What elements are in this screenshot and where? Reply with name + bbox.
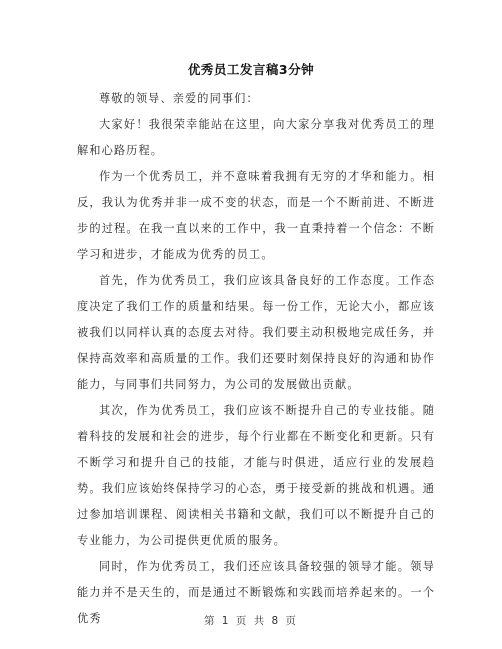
document-title: 优秀员工发言稿3分钟 <box>187 62 315 77</box>
paragraph-3: 首先，作为优秀员工，我们应该具备良好的工作态度。工作态度决定了我们工作的质量和结果。每一份工作，无论大小，都应该被我们以同样认真的态度去对待。我们要主动积极地完成任务，并保持高效率和高质量的工作。我们还要时刻保持良好的沟通和协作能力，与同事们共同努力，为公司的发展做出贡献。 <box>77 274 435 391</box>
paragraph-4: 其次，作为优秀员工，我们应该不断提升自己的专业技能。随着科技的发展和社会的进步，每个行业都在不断变化和更新。只有不断学习和提升自己的技能，才能与时俱进，适应行业的发展趋势。我们应该始终保持学习的心态，勇于接受新的挑战和机遇。通过参加培训课程、阅读相关书籍和文献，我们可以不断提升自己的专业能力，为公司提供更优质的服务。 <box>77 404 435 547</box>
greeting-line: 尊敬的领导、亲爱的同事们： <box>99 92 259 105</box>
paragraph-1: 大家好！我很荣幸能站在这里，向大家分享我对优秀员工的理解和心路历程。 <box>77 118 435 157</box>
paragraph-2: 作为一个优秀员工，并不意味着我拥有无穷的才华和能力。相反，我认为优秀并非一成不变的状态，而是一个不断前进、不断进步的过程。在我一直以来的工作中，我一直秉持着一个信念：不断学习和进步，才能成为优秀的员工。 <box>77 170 435 261</box>
document-body <box>77 86 435 632</box>
paragraph-5: 同时，作为优秀员工，我们还应该具备较强的领导才能。领导能力并不是天生的，而是通过不断锻炼和实践而培养起来的。一个优秀 <box>77 560 435 625</box>
page-number-footer: 第 1 页 共 8 页 <box>203 615 299 627</box>
